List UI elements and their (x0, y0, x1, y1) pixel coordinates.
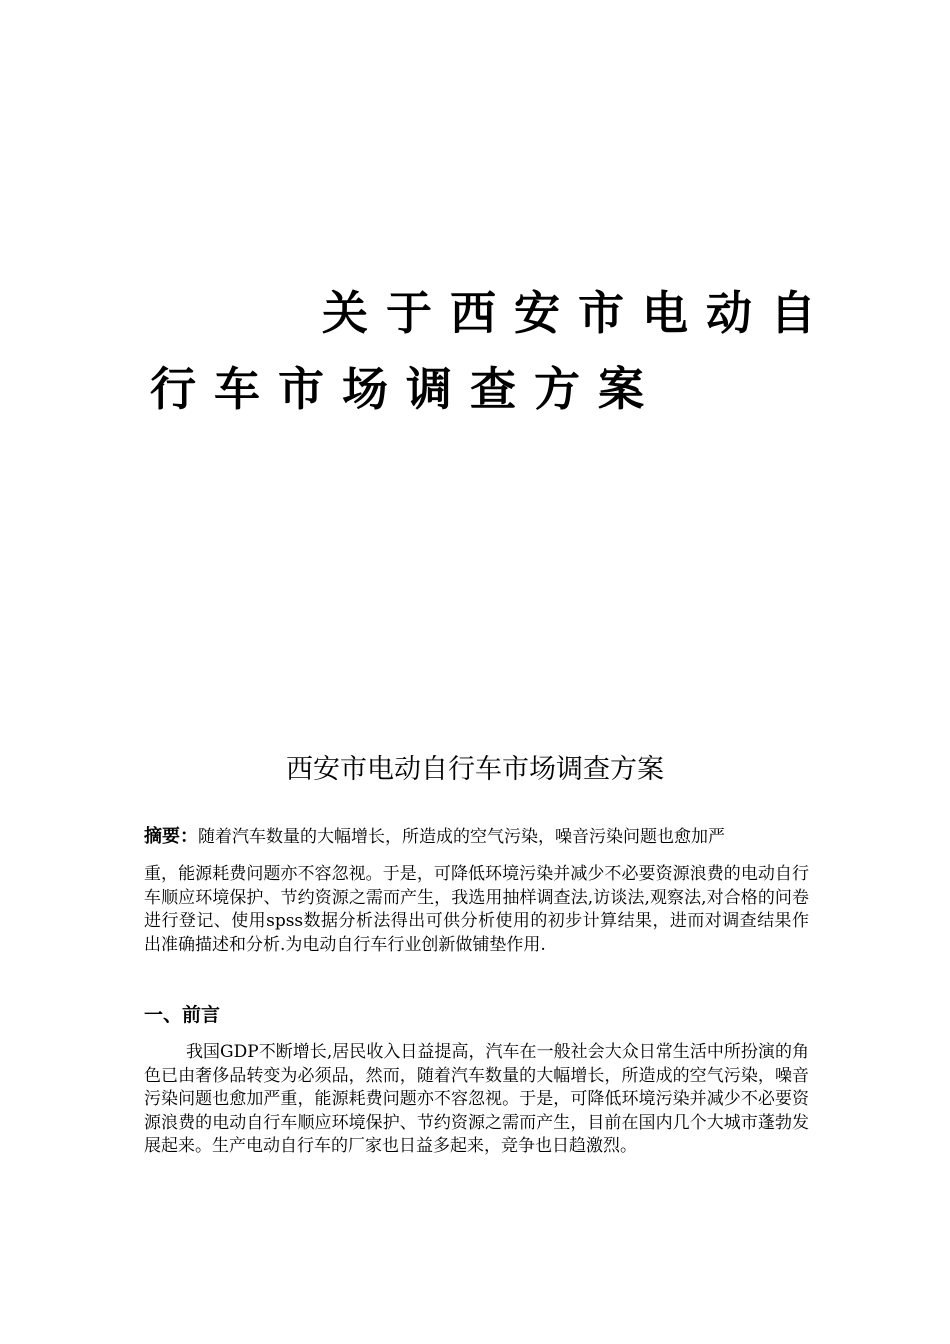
abstract-body: 重，能源耗费问题亦不容忽视。于是，可降低环境污染并减少不必要资源浪费的电动自行车顺应环境保护、节约资源之需而产生，我选用抽样调查法,访谈法,观察法,对合格的问卷进行登记、使用spss数据分析法得出可供分析使用的初步计算结果，进而对调查结果作出准确描述和分析.为电动自行车行业创新做铺垫作用. (144, 864, 809, 955)
cover-title-line-1: 关于西安市电动自 (322, 286, 834, 340)
section-body-intro: 我国GDP不断增长,居民收入日益提高，汽车在一般社会大众日常生活中所扮演的角色已由奢侈品转变为必须品，然而，随着汽车数量的大幅增长，所造成的空气污染，噪音污染问题也愈加严重，能源耗费问题亦不容忽视。于是，可降低环境污染并减少不必要资源浪费的电动自行车顺应环境保护、节约资源之需而产生，目前在国内几个大城市蓬勃发展起来。生产电动自行车的厂家也日益多起来，竞争也日趋激烈。 (144, 1042, 809, 1156)
cover-title-line-2: 行车市场调查方案 (150, 362, 662, 416)
section-heading-intro: 一、前言 (144, 1004, 221, 1026)
abstract-first-line-text: 随着汽车数量的大幅增长，所造成的空气污染，噪音污染问题也愈加严 (198, 827, 725, 847)
document-title: 西安市电动自行车市场调查方案 (286, 754, 664, 785)
abstract-first-line (144, 825, 809, 849)
abstract-label: 摘要： (144, 826, 198, 847)
